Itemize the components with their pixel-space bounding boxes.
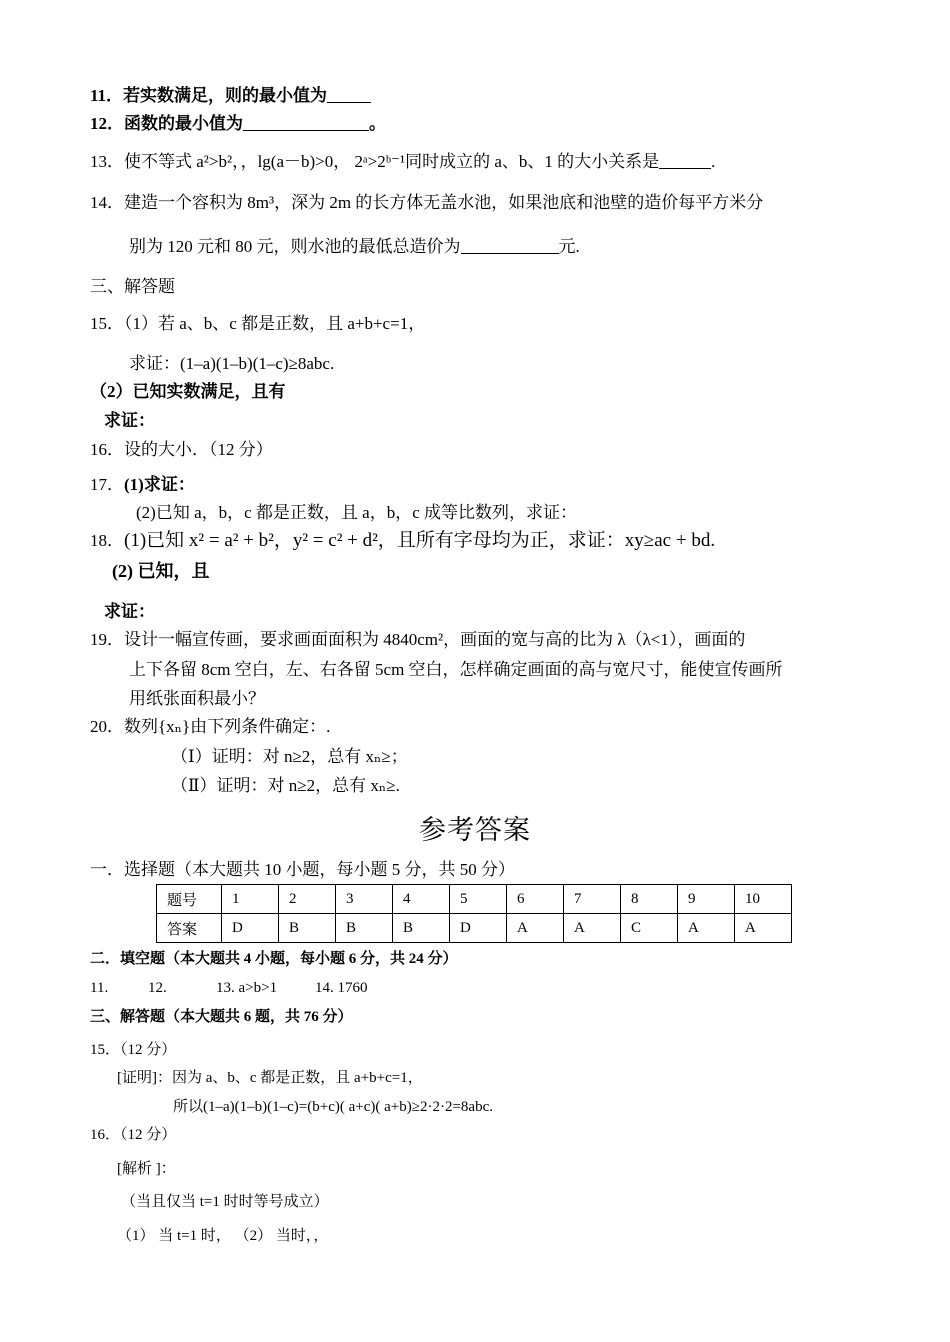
choice-header: 一．选择题（本大题共 10 小题，每小题 5 分，共 50 分） bbox=[90, 860, 515, 879]
table-cell: 5 bbox=[450, 885, 507, 914]
question-number: 19． bbox=[90, 630, 124, 649]
question-19-line2: 上下各留 8cm 空白，左、右各留 5cm 空白，怎样确定画面的高与宽尺寸，能使宣传画所 bbox=[129, 660, 783, 679]
question-14-line1 bbox=[90, 193, 763, 213]
table-cell: B bbox=[336, 914, 393, 943]
question-15-line3: （2）已知实数满足，且有 bbox=[90, 382, 286, 401]
fill-answer-14: 14. 1760 bbox=[315, 980, 368, 996]
question-18-line3: 求证： bbox=[104, 602, 155, 621]
question-end: . bbox=[711, 152, 716, 171]
table-cell: C bbox=[621, 914, 678, 943]
table-cell: 1 bbox=[222, 885, 279, 914]
question-number: 15． bbox=[90, 314, 124, 333]
question-number: 11． bbox=[90, 86, 124, 105]
answer-blank bbox=[327, 86, 371, 103]
fill-header: 二．填空题（本大题共 4 小题，每小题 6 分，共 24 分） bbox=[90, 951, 458, 967]
table-cell: 7 bbox=[564, 885, 621, 914]
question-number: 18． bbox=[90, 531, 124, 550]
question-text: (1)求证： bbox=[124, 475, 195, 494]
question-text: （1）若 a、b、c 都是正数，且 a+b+c=1， bbox=[124, 314, 426, 333]
question-text: 设的大小．（12 分） bbox=[124, 440, 273, 459]
question-text: 函数的最小值为 bbox=[124, 114, 243, 133]
solution-16-head: 16．（12 分） bbox=[90, 1127, 177, 1143]
table-cell: A bbox=[564, 914, 621, 943]
fill-answer-13: 13. a>b>1 bbox=[216, 980, 278, 996]
solution-16-line3: （1） 当 t=1 时， （2） 当时，， bbox=[117, 1228, 329, 1244]
question-end: 元. bbox=[558, 237, 580, 256]
solution-15-line1: [证明]：因为 a、b、c 都是正数，且 a+b+c=1， bbox=[117, 1070, 423, 1086]
question-18-line1 bbox=[90, 530, 715, 553]
question-13 bbox=[90, 152, 715, 172]
table-cell: 10 bbox=[735, 885, 792, 914]
question-19-line3: 用纸张面积最小？ bbox=[129, 689, 265, 708]
question-20-line2: （Ⅰ）证明：对 n≥2，总有 xₙ≥； bbox=[171, 747, 408, 766]
question-16 bbox=[90, 440, 273, 460]
answer-blank bbox=[243, 114, 369, 131]
question-end: 。 bbox=[369, 114, 386, 133]
question-number: 13． bbox=[90, 152, 124, 171]
table-cell: 4 bbox=[393, 885, 450, 914]
question-text: 若实数满足，则的最小值为 bbox=[123, 86, 328, 105]
table-cell: 2 bbox=[279, 885, 336, 914]
question-text: 建造一个容积为 8m³，深为 2m 的长方体无盖水池，如果池底和池壁的造价每平方米分 bbox=[124, 193, 764, 212]
answer-blank bbox=[659, 152, 711, 169]
question-number: 14． bbox=[90, 193, 124, 212]
question-18-line2: (2) 已知，且 bbox=[112, 561, 210, 581]
solve-header: 三、解答题（本大题共 6 题，共 76 分） bbox=[90, 1009, 353, 1025]
table-cell: 8 bbox=[621, 885, 678, 914]
question-14-line2 bbox=[129, 237, 580, 257]
question-11 bbox=[90, 86, 371, 106]
table-cell: A bbox=[735, 914, 792, 943]
section-heading: 三、解答题 bbox=[90, 277, 175, 296]
question-17-line1 bbox=[90, 475, 195, 495]
question-number: 17． bbox=[90, 475, 124, 494]
question-number: 20． bbox=[90, 717, 124, 736]
table-cell: 答案 bbox=[157, 914, 222, 943]
question-20-line3: （Ⅱ）证明：对 n≥2，总有 xₙ≥. bbox=[171, 776, 400, 795]
table-cell: B bbox=[279, 914, 336, 943]
solution-15-line2: 所以(1–a)(1–b)(1–c)=(b+c)( a+c)( a+b)≥2·2·2=8abc. bbox=[173, 1099, 493, 1115]
question-19-line1 bbox=[90, 630, 745, 650]
table-cell: 题号 bbox=[157, 885, 222, 914]
question-12 bbox=[90, 114, 386, 134]
question-text: 使不等式 a²>b²，，lg(a－b)>0， 2ᵃ>2ᵇ⁻¹同时成立的 a、b、1 的大小关系是 bbox=[124, 152, 660, 171]
question-20-line1 bbox=[90, 717, 330, 737]
question-text: 别为 120 元和 80 元，则水池的最低总造价为 bbox=[129, 237, 461, 256]
table-cell: A bbox=[507, 914, 564, 943]
question-15-line1 bbox=[90, 314, 425, 334]
table-row bbox=[157, 885, 792, 914]
question-17-line2: (2)已知 a，b，c 都是正数，且 a，b，c 成等比数列，求证： bbox=[136, 503, 578, 522]
solution-15-head: 15．（12 分） bbox=[90, 1042, 177, 1058]
solution-16-line2: （当且仅当 t=1 时时等号成立） bbox=[121, 1194, 329, 1210]
answer-table bbox=[156, 884, 792, 943]
question-15-line2: 求证：(1–a)(1–b)(1–c)≥8abc. bbox=[129, 354, 335, 373]
table-cell: 9 bbox=[678, 885, 735, 914]
question-text: 设计一幅宣传画，要求画面面积为 4840cm²，画面的宽与高的比为 λ（λ<1），画面的 bbox=[124, 630, 746, 649]
question-15-line4: 求证： bbox=[104, 411, 155, 430]
table-cell: A bbox=[678, 914, 735, 943]
table-cell: D bbox=[450, 914, 507, 943]
fill-answer-12: 12. bbox=[148, 980, 167, 996]
question-number: 16． bbox=[90, 440, 124, 459]
question-text: 数列{xₙ}由下列条件确定：. bbox=[124, 717, 331, 736]
question-text: (1)已知 x² = a² + b²，y² = c² + d²，且所有字母均为正，求证：xy≥ac + bd. bbox=[124, 530, 716, 551]
table-cell: 3 bbox=[336, 885, 393, 914]
fill-answer-11: 11. bbox=[90, 980, 109, 996]
table-cell: B bbox=[393, 914, 450, 943]
table-cell: D bbox=[222, 914, 279, 943]
question-number: 12． bbox=[90, 114, 124, 133]
table-row bbox=[157, 914, 792, 943]
solution-16-line1: [解析 ]： bbox=[117, 1161, 176, 1177]
table-cell: 6 bbox=[507, 885, 564, 914]
answer-title: 参考答案 bbox=[419, 815, 531, 845]
answer-blank bbox=[461, 237, 559, 254]
